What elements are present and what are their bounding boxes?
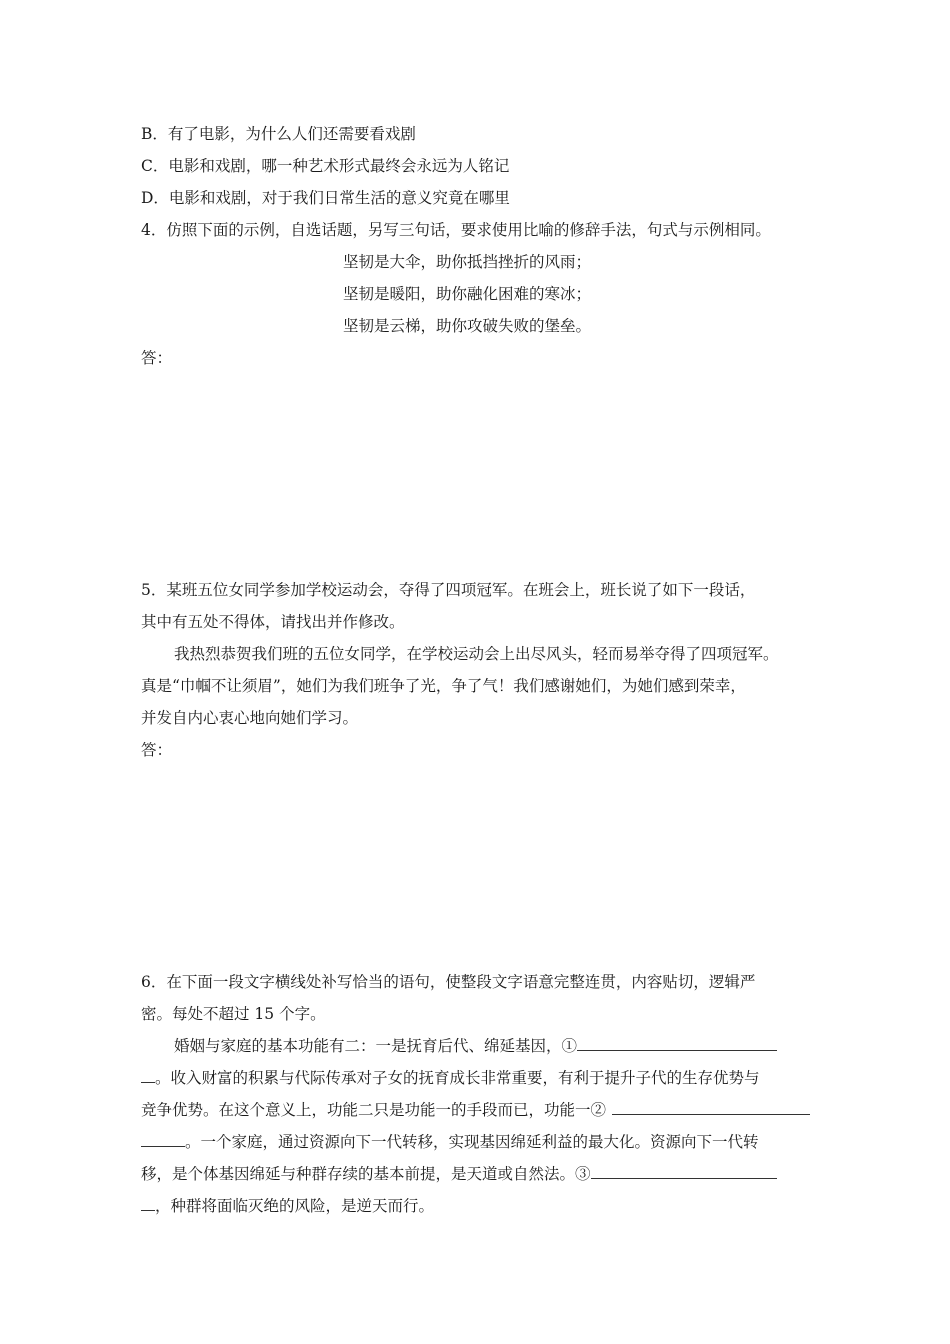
q6-blank-1-part-2[interactable] [141, 1068, 155, 1083]
q3-option-d: D．电影和戏剧，对于我们日常生活的意义究竟在哪里 [141, 189, 510, 207]
q3-option-c: C．电影和戏剧，哪一种艺术形式最终会永远为人铭记 [141, 157, 510, 175]
q5-answer-area[interactable] [180, 740, 810, 940]
q6-text-4: 。一个家庭，通过资源向下一代转移，实现基因绵延利益的最大化。资源向下一代转 [185, 1133, 759, 1151]
q4-example-3: 坚韧是云梯，助你攻破失败的堡垒。 [343, 317, 592, 335]
q6-blank-3-part-2[interactable] [141, 1196, 155, 1211]
q4-prompt: 4．仿照下面的示例，自选话题，另写三句话，要求使用比喻的修辞手法，句式与示例相同。 [141, 221, 771, 239]
q5-prompt-line-1: 5．某班五位女同学参加学校运动会，夺得了四项冠军。在班会上，班长说了如下一段话， [141, 581, 756, 599]
q5-passage-line-1: 我热烈恭贺我们班的五位女同学，在学校运动会上出尽风头，轻而易举夺得了四项冠军。 [174, 645, 779, 663]
q6-text-5: 移，是个体基因绵延与种群存续的基本前提，是天道或自然法。③ [141, 1165, 591, 1183]
q6-prompt-line-2: 密。每处不超过 15 个字。 [141, 1005, 326, 1023]
q6-text-line-4 [141, 1132, 759, 1152]
q6-text-line-5 [141, 1164, 777, 1184]
q6-text-line-3: 竞争优势。在这个意义上，功能二只是功能一的手段而已，功能一② [141, 1101, 607, 1119]
q5-passage-line-3: 并发自内心衷心地向她们学习。 [141, 709, 359, 727]
q6-text-line-2 [141, 1068, 760, 1088]
q4-answer-area[interactable] [180, 348, 810, 548]
q6-prompt-line-1: 6．在下面一段文字横线处补写恰当的语句，使整段文字语意完整连贯，内容贴切，逻辑严 [141, 973, 756, 991]
q4-example-2: 坚韧是暖阳，助你融化困难的寒冰； [343, 285, 592, 303]
q6-blank-2-part-1[interactable] [612, 1100, 810, 1115]
q4-answer-label: 答： [141, 349, 173, 367]
q5-answer-label: 答： [141, 741, 173, 759]
q6-text-line-6 [141, 1196, 434, 1216]
q6-text-2: 。收入财富的积累与代际传承对子女的抚育成长非常重要，有利于提升子代的生存优势与 [155, 1069, 760, 1087]
q6-text-1: 婚姻与家庭的基本功能有二：一是抚育后代、绵延基因，① [174, 1037, 578, 1055]
q6-text-6: ，种群将面临灭绝的风险，是逆天而行。 [155, 1197, 435, 1215]
q3-option-b: B．有了电影，为什么人们还需要看戏剧 [141, 125, 416, 143]
q5-prompt-line-2: 其中有五处不得体，请找出并作修改。 [141, 613, 405, 631]
q5-passage-line-2: 真是“巾帼不让须眉”，她们为我们班争了光，争了气！我们感谢她们，为她们感到荣幸， [141, 677, 746, 695]
q6-text-line-3-blank [612, 1100, 810, 1120]
q6-blank-2-part-2[interactable] [141, 1132, 185, 1147]
q6-blank-1-part-1[interactable] [577, 1036, 777, 1051]
q6-text-line-1 [174, 1036, 777, 1056]
q6-blank-3-part-1[interactable] [591, 1164, 777, 1179]
q4-example-1: 坚韧是大伞，助你抵挡挫折的风雨； [343, 253, 592, 271]
